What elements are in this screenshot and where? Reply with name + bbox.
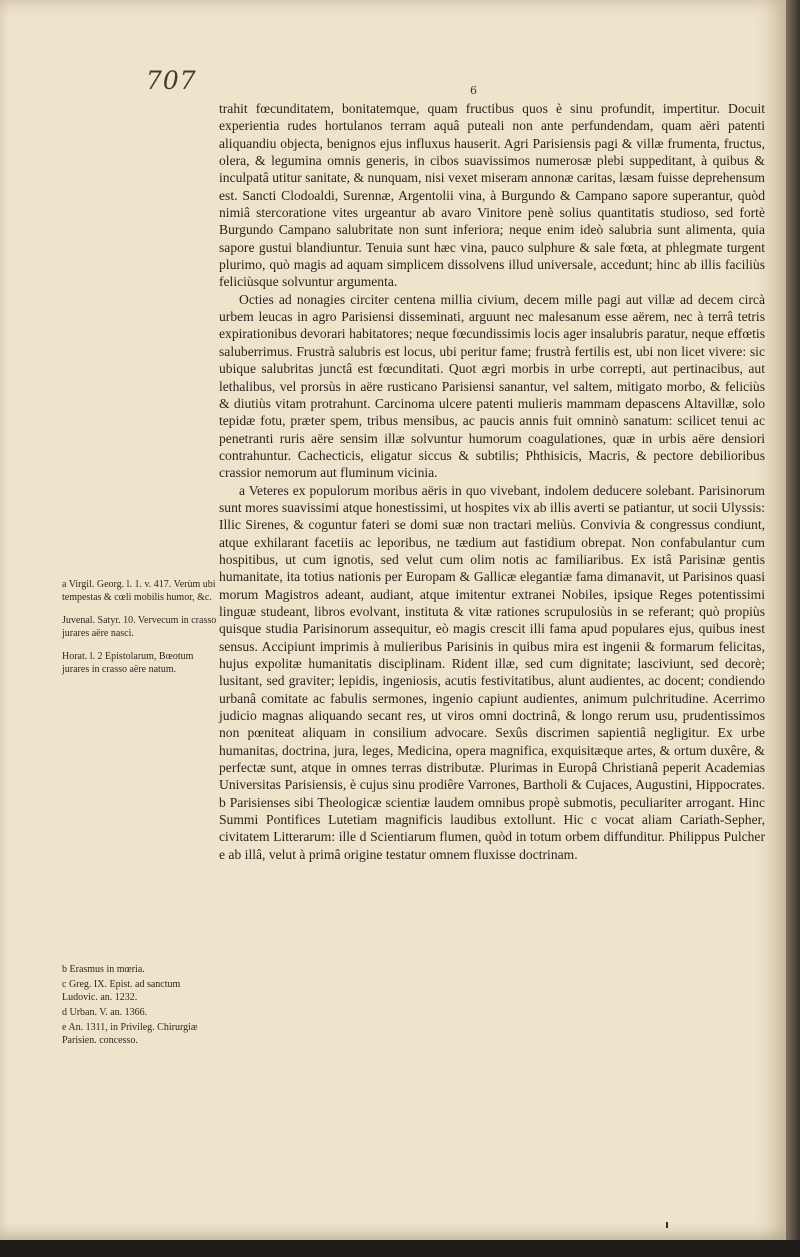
margin-note-horace: Horat. l. 2 Epistolarum, Bœotum jurares in crasso aëre natum.: [62, 651, 194, 675]
margin-note-urban: d Urban. V. an. 1366.: [62, 1007, 148, 1018]
paragraph-3: a Veteres ex populorum moribus aëris in quo vivebant, indolem deducere solebant. Parisinorum sunt mores suavissimi atque honestissimi, ut hospites vix ab illis averti se patiantur, ut socii Ulyssis: Illic Sirenes, & coguntur fateri se domi suæ non tractari meliùs. Convivia & congressus condiunt, atque exhilarant facetiis ac leporibus, ne tædium aut fastidium obrepat. Non confabulantur cum hospitibus, ut cum ignotis, sed velut cum olim notis ac familiaribus. Ex istâ Parisinæ gentis humanitate, ita totius nationis per Europam & Gallicæ elegantiæ fama dimanavit, ut Parisinos quasi morum Magistros adeant, audiant, atque imitentur extranei Nobiles, ipsique Reges potentissimi linguæ studeant, libros evolvant, instituta & vitæ rationes scrupulosiùs in se referant; quò propiùs quisque studia Parisinorum assequitur, eò magis crescit illi fama apud populares ejus, quibus inest sensus. Accipiunt imprimis à mulieribus Parisinis in quibus mira est ingenii & formarum felicitas, hujus expolitæ humanitatis disciplinam. Rident illæ, sed cum dignitate; lasciviunt, sed decorè; lusitant, sed graviter; lepidis, ingeniosis, acutis festivitatibus, alunt audientes, ac docent; condiendo urbanâ comitate ac fabulis sermones, ingenio capiunt audientes, animum pulchritudine. Acerrimo judicio magnas aliquando secant res, ut viros omni doctrinâ, & longo rerum usu, prudentissimos non pœniteat aliquam in consilium advocare. Sexûs discrimen sapientiâ negligitur. Ex urbe humanitas, doctrina, jura, leges, Medicina, opera magnifica, exquisitæque artes, & ortum duxêre, & perfectæ sunt, atque in omnes terras distributæ. Plurimas in Europâ Christianâ peperit Academias Universitas Parisiensis, è cujus sinu prodiêre Varrones, Bartholi & Cujaces, Augustini, Hippocrates. b Parisienses sibi Theologicæ scientiæ laudem omnibus propè submotis, peculiariter arrogant. Hinc Summi Pontifices Lutetiam magnificis laudibus extollunt. Hic c vocat aliam Cariath-Sepher, civitatem Litterarum: ille d Scientiarum flumen, quòd in totum orbem diffunditur. Philippus Pulcher e ab illâ, velut à primâ origine testatur omnem fluxisse doctrinam.: [219, 482, 765, 862]
margin-note-gregory: c Greg. IX. Epist. ad sanctum Ludovic. an. 1232.: [62, 979, 181, 1003]
manuscript-number: 707: [146, 66, 197, 95]
book-page-edge: [786, 0, 800, 1257]
paragraph-2: Octies ad nonagies circiter centena millia civium, decem mille pagi aut villæ ad decem circà urbem leucas in agro Parisiensi disseminati, arguunt nec malesanum esse aërem, nec à terrâ tetris expirationibus devorari habitatores; neque fœcundissimis locis ager insalubris paratur, neque effœtis saluberrimus. Frustrà salubris est locus, ubi peritur fame; frustrà fertilis est, ubi non licet vivere: sic ubique salubritas junctâ est fœcunditati. Quot ægri morbis in urbe correpti, aut pertinacibus, aut lethalibus, vel prorsùs in aëre rusticano Parisiensi sanantur, vel saltem, mitigato morbo, & feliciùs & diutiùs vitam protrahunt. Carcinoma ulcere patenti mulieris mammam depascens Altavillæ, solo tepidæ fotu, præter spem, tribus mensibus, ac paucis annis fuit omninò sanatum: scilicet tenui ac penetranti ruris aëre sensim illæ solvuntur humorum coagulationes, quæ in urbis aëre densiori contrahuntur. Cachecticis, eligatur siccus & subtilis; Phthisicis, Macris, & pectore debilioribus crassior nemorum aut fluminum vicinia.: [219, 291, 765, 481]
margin-note-privilege: e An. 1311, in Privileg. Chirurgiæ Parisien. concesso.: [62, 1022, 198, 1046]
margin-notes-bottom: [62, 963, 217, 1057]
margin-notes-top: [62, 578, 217, 686]
main-text-column: [219, 100, 765, 863]
paragraph-1: trahit fœcunditatem, bonitatemque, quam fructibus quos è sinu profundit, impertitur. Docuit experientia rudes hortulanos terram aquâ puteali non ante perfundendam, quam aëri patenti aliquandiu objecta, benignos ejus influxus hauserit. Agri Parisiensis pagi & villæ frumenta, fructus, olera, & legumina omnis generis, in cibos suavissimos numerosæ plebi suppeditant, à quibus & inculpatâ utitur sanitate, & nunquam, nisi vexet miseram annonæ caritas, læsam fuisse deprehensum est. Sancti Clodoaldi, Surennæ, Argentolii vina, à Burgundo & Campano sapore superantur, quòd nimiâ stercoratione vites urgeantur ab avaro Vinitore penè solius quantitatis studioso, sed fortè Burgundo Campano salubritate non sunt inferiora; neque enim ideò salubria sunt alimenta, quia sapore gustui blandiuntur. Tenuia sunt hæc vina, pauco sulphure & sale fœta, at phlegmate turgent plurimo, quò magis ad aquam simplicem dissolvens illud universale, accedunt; hinc ab illis faciliùs feliciùsque solvuntur argumenta.: [219, 101, 765, 290]
scan-bottom-border: [0, 1240, 800, 1257]
page-number: 6: [470, 84, 477, 97]
margin-note-virgil: a Virgil. Georg. l. 1. v. 417. Verùm ubi tempestas & cœli mobilis humor, &c.: [62, 579, 216, 603]
ink-speck: [666, 1222, 668, 1228]
margin-note-juvenal: Juvenal. Satyr. 10. Vervecum in crasso jurares aëre nasci.: [62, 615, 217, 639]
margin-note-erasmus: b Erasmus in mœria.: [62, 964, 145, 975]
